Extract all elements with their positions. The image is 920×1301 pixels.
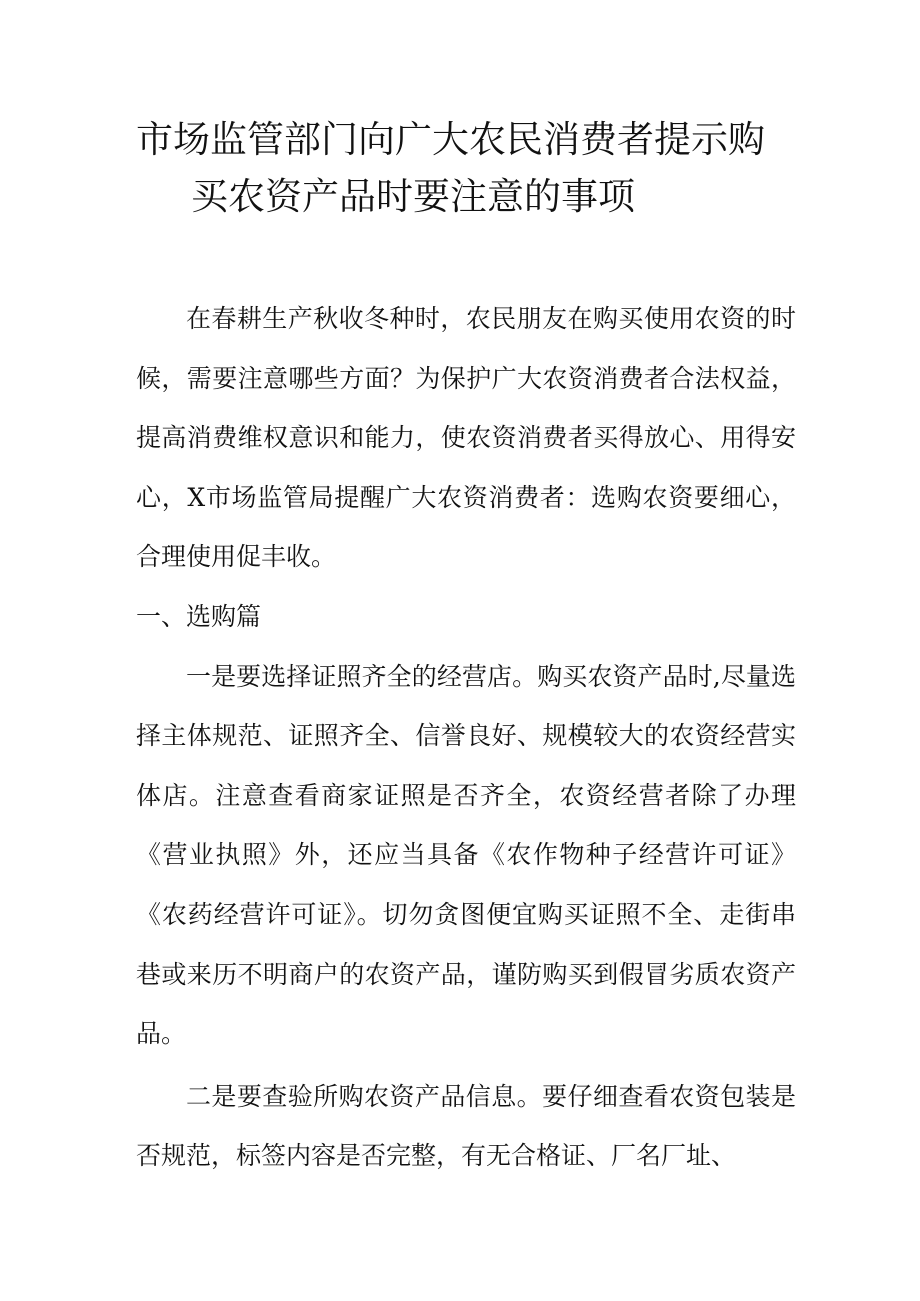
intro-paragraph: 在春耕生产秋收冬种时，农民朋友在购买使用农资的时候，需要注意哪些方面？为保护广大农资消费者合法权益，提高消费维权意识和能力，使农资消费者买得放心、用得安心，X市场监管局提醒广大农资消费者：选购农资要细心，合理使用促丰收。 [136,304,796,572]
title-line-1: 市场监管部门向广大农民消费者提示购 [136,118,765,161]
document-title [136,111,836,225]
paragraph-check-product-info: 二是要查验所购农资产品信息。要仔细查看农资包装是否规范，标签内容是否完整，有无合格证、厂名厂址、 [136,1081,796,1171]
title-line-2: 买农资产品时要注意的事项 [191,175,635,218]
paragraph-licensed-store: 一是要选择证照齐全的经营店。购买农资产品时,尽量选择主体规范、证照齐全、信誉良好、规模较大的农资经营实体店。注意查看商家证照是否齐全，农资经营者除了办理《营业执照》外，还应当具备《农作物种子经营许可证》《农药经营许可证》。切勿贪图便宜购买证照不全、走街串巷或来历不明商户的农资产品，谨防购买到假冒劣质农资产品。 [136,661,796,1049]
document-body [136,289,796,1186]
section-heading-purchase: 一、选购篇 [136,601,262,631]
